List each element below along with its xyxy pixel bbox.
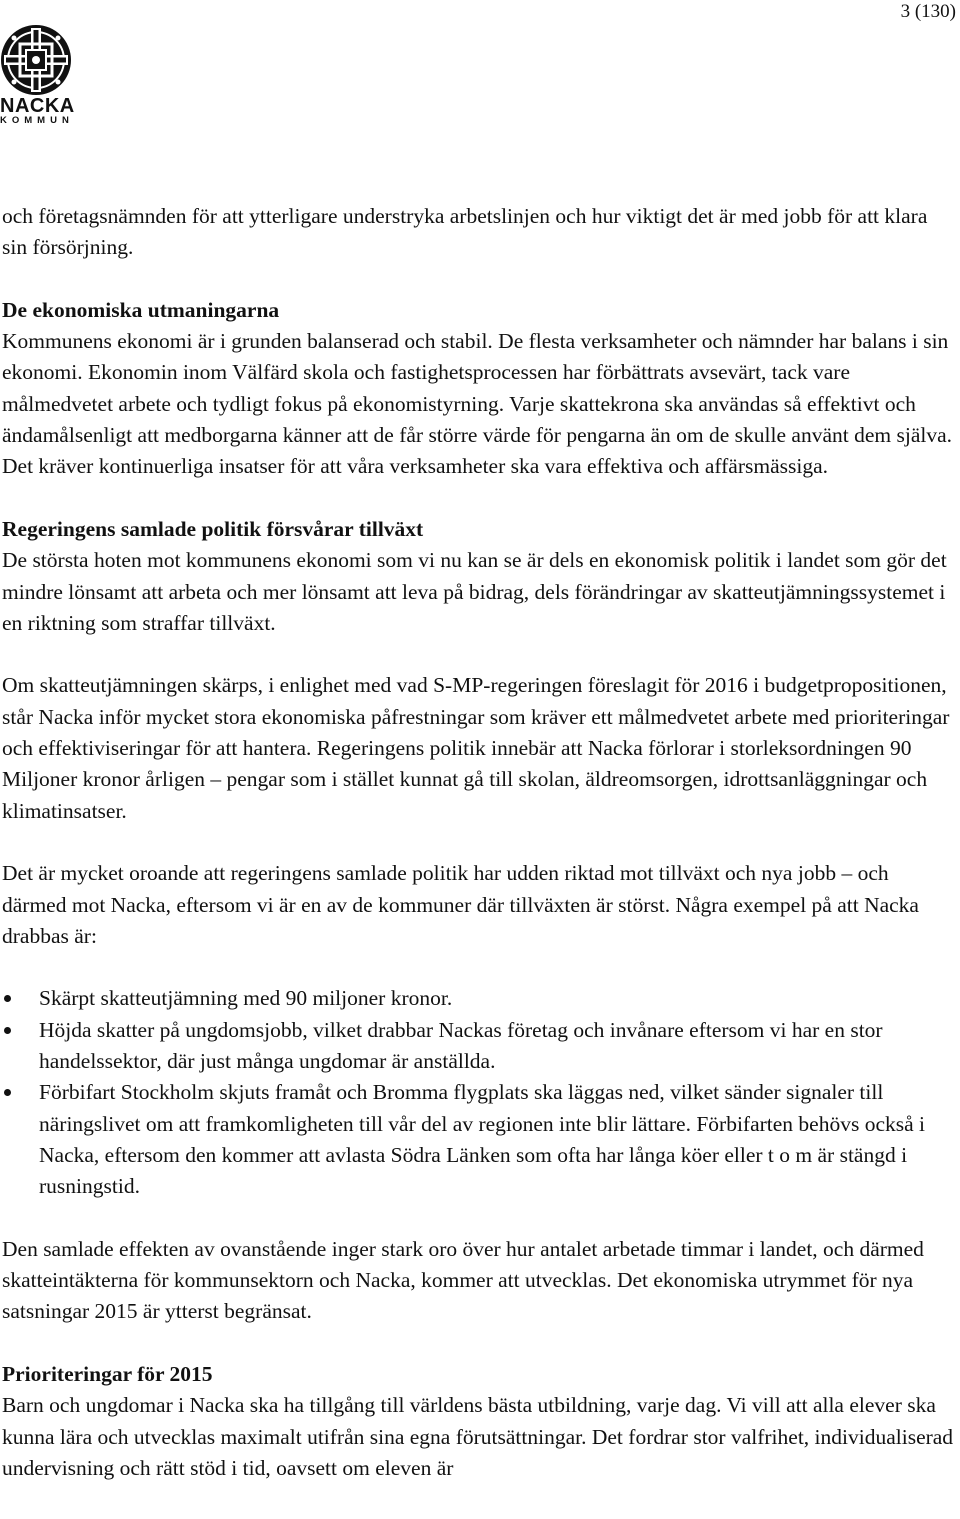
- nacka-emblem-icon: [0, 24, 72, 96]
- government-policy-paragraph-1: De största hoten mot kommunens ekonomi som vi nu kan se är dels en ekonomisk politik i landet som gör det mindre lönsamt att arbeta och mer lönsamt att leva på bidrag, dels förändringar av skatteutjämningssystemet i en riktning som straffar tillväxt.: [2, 548, 947, 635]
- bullet-item: Höjda skatter på ungdomsjobb, vilket drabbar Nackas företag och invånare eftersom vi har en stor handelssektor, där just många ungdomar är anställda.: [2, 1015, 957, 1078]
- intro-paragraph: och företagsnämnden för att ytterligare understryka arbetslinjen och hur viktigt det är med jobb för att klara sin försörjning.: [2, 204, 928, 260]
- government-policy-paragraph-3: Det är mycket oroande att regeringens samlade politik har udden riktad mot tillväxt och nya jobb – och därmed mot Nacka, eftersom vi är en av de kommuner där tillväxten är störst. Några exempel på att Nacka drabbas är:: [2, 861, 919, 948]
- government-policy-paragraph-4: Den samlade effekten av ovanstående inger stark oro över hur antalet arbetade timmar i landet, och därmed skatteintäkterna för kommunsektorn och Nacka, kommer att utvecklas. Det ekonomiska utrymmet för nya satsningar 2015 är ytterst begränsat.: [2, 1236, 924, 1324]
- section-heading-government-policy: Regeringens samlade politik försvårar tillväxt: [2, 516, 424, 541]
- economic-challenges-paragraph: Kommunens ekonomi är i grunden balanserad och stabil. De flesta verksamheter och nämnder har balans i sin ekonomi. Ekonomin inom Välfärd skola och fastighetsprocessen har förbättrats avsevärt, tack vare målmedvetet arbete och tydligt fokus på ekonomistyrning. Varje skattekrona ska användas så effektivt och ändamålsenligt att medborgarna känner att de får större värde för pengarna än om de skulle använt dem själva. Det kräver kontinuerliga insatser för att våra verksamheter ska vara effektiva och affärsmässiga.: [2, 329, 953, 479]
- logo-subtitle: KOMMUN: [0, 115, 74, 126]
- priorities-paragraph: Barn och ungdomar i Nacka ska ha tillgång till världens bästa utbildning, varje dag. Vi vill att alla elever ska kunna lära och utvecklas maximalt utifrån sina egna förutsättningar. Det fordrar stor valfrihet, individualiserad undervisning och rätt stöd i tid, oavsett om eleven är: [2, 1393, 954, 1480]
- logo-wordmark: NACKA: [0, 95, 75, 117]
- bullet-item: Skärpt skatteutjämning med 90 miljoner kronor.: [2, 983, 957, 1014]
- bullet-item: Förbifart Stockholm skjuts framåt och Bromma flygplats ska läggas ned, vilket sänder signaler till näringslivet om att framkomligheten till vår del av regionen inte blir lättare. Förbifarten behövs också i Nacka, eftersom den kommer att avlasta Södra Länken som ofta har långa köer eller t o m är stängd i rusningstid.: [2, 1077, 957, 1202]
- section-heading-priorities-2015: Prioriteringar för 2015: [2, 1361, 213, 1386]
- nacka-kommun-logo: [0, 24, 74, 126]
- section-heading-economic-challenges: De ekonomiska utmaningarna: [2, 297, 280, 322]
- page-number: 3 (130): [900, 1, 956, 22]
- government-policy-paragraph-2: Om skatteutjämningen skärps, i enlighet med vad S-MP-regeringen föreslagit för 2016 i budgetpropositionen, står Nacka inför mycket stora ekonomiska påfrestningar som kräver ett målmedvetet arbete med prioriteringar och effektiviseringar för att hantera. Regeringens politik innebär att Nacka förlorar i storleksordningen 90 Miljoner kronor årligen – pengar som i stället kunnat gå till skolan, äldreomsorgen, idrottsanläggningar och klimatinsatser.: [2, 673, 950, 823]
- impact-bullet-list: [2, 983, 957, 1202]
- document-body: [2, 201, 957, 1484]
